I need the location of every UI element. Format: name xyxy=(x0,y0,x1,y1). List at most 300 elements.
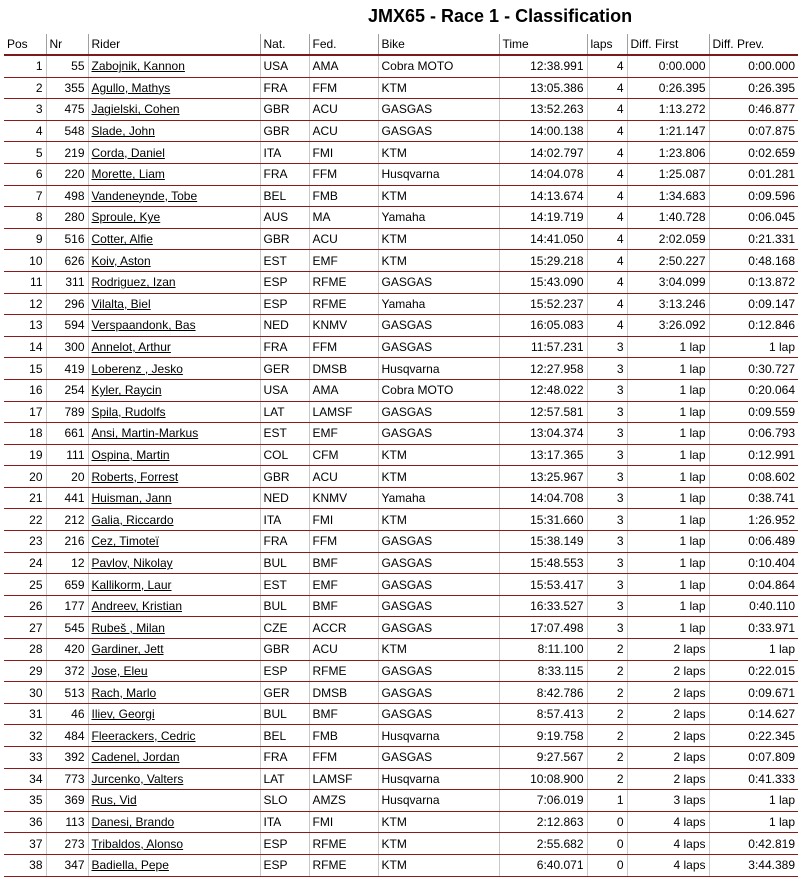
table-row xyxy=(4,379,798,401)
cell-time: 17:07.498 xyxy=(499,617,587,639)
cell-laps: 3 xyxy=(587,509,627,531)
cell-rider[interactable]: Rubeš , Milan xyxy=(88,617,260,639)
cell-pos: 14 xyxy=(4,336,46,358)
cell-diff-first: 2 laps xyxy=(627,747,709,769)
cell-diff-first: 1 lap xyxy=(627,401,709,423)
cell-rider[interactable]: Gardiner, Jett xyxy=(88,639,260,661)
cell-diff-prev: 0:01.281 xyxy=(709,163,798,185)
cell-bike: KTM xyxy=(378,509,499,531)
cell-nr: 545 xyxy=(46,617,88,639)
cell-fed: FFM xyxy=(309,747,378,769)
cell-nat: BUL xyxy=(260,595,309,617)
cell-time: 2:55.682 xyxy=(499,833,587,855)
cell-diff-first: 2 laps xyxy=(627,725,709,747)
cell-laps: 3 xyxy=(587,595,627,617)
table-row xyxy=(4,120,798,142)
cell-laps: 4 xyxy=(587,207,627,229)
cell-bike: KTM xyxy=(378,466,499,488)
cell-nat: ITA xyxy=(260,509,309,531)
cell-diff-first: 2 laps xyxy=(627,682,709,704)
cell-nat: EST xyxy=(260,423,309,445)
cell-time: 14:00.138 xyxy=(499,120,587,142)
header-bike: Bike xyxy=(378,34,499,55)
cell-pos: 37 xyxy=(4,833,46,855)
header-time: Time xyxy=(499,34,587,55)
cell-nr: 475 xyxy=(46,99,88,121)
cell-rider[interactable]: Slade, John xyxy=(88,120,260,142)
cell-rider[interactable]: Fleerackers, Cedric xyxy=(88,725,260,747)
cell-nat: GBR xyxy=(260,466,309,488)
cell-pos: 9 xyxy=(4,228,46,250)
cell-pos: 1 xyxy=(4,55,46,77)
cell-pos: 35 xyxy=(4,790,46,812)
cell-laps: 2 xyxy=(587,660,627,682)
cell-diff-prev: 0:13.872 xyxy=(709,271,798,293)
cell-nr: 12 xyxy=(46,552,88,574)
header-fed: Fed. xyxy=(309,34,378,55)
header-diff-prev: Diff. Prev. xyxy=(709,34,798,55)
cell-rider[interactable]: Koiv, Aston xyxy=(88,250,260,272)
cell-nat: ITA xyxy=(260,811,309,833)
cell-rider[interactable]: Vandeneynde, Tobe xyxy=(88,185,260,207)
cell-nr: 55 xyxy=(46,55,88,77)
cell-fed: LAMSF xyxy=(309,401,378,423)
cell-pos: 31 xyxy=(4,703,46,725)
cell-diff-first: 1:13.272 xyxy=(627,99,709,121)
cell-nr: 392 xyxy=(46,747,88,769)
cell-nr: 661 xyxy=(46,423,88,445)
cell-nat: COL xyxy=(260,444,309,466)
cell-diff-first: 1 lap xyxy=(627,552,709,574)
cell-time: 11:57.231 xyxy=(499,336,587,358)
cell-diff-prev: 1:26.952 xyxy=(709,509,798,531)
cell-laps: 2 xyxy=(587,639,627,661)
table-row xyxy=(4,401,798,423)
cell-fed: ACU xyxy=(309,120,378,142)
cell-laps: 2 xyxy=(587,725,627,747)
cell-fed: EMF xyxy=(309,250,378,272)
cell-laps: 0 xyxy=(587,833,627,855)
cell-laps: 4 xyxy=(587,77,627,99)
cell-nr: 216 xyxy=(46,531,88,553)
cell-pos: 21 xyxy=(4,487,46,509)
table-row xyxy=(4,768,798,790)
cell-time: 15:38.149 xyxy=(499,531,587,553)
cell-fed: LAMSF xyxy=(309,768,378,790)
cell-pos: 29 xyxy=(4,660,46,682)
header-nat: Nat. xyxy=(260,34,309,55)
cell-laps: 2 xyxy=(587,682,627,704)
cell-nat: GBR xyxy=(260,228,309,250)
cell-diff-first: 1 lap xyxy=(627,466,709,488)
cell-pos: 13 xyxy=(4,315,46,337)
header-nr: Nr xyxy=(46,34,88,55)
cell-fed: KNMV xyxy=(309,315,378,337)
cell-bike: Cobra MOTO xyxy=(378,379,499,401)
cell-rider[interactable]: Huisman, Jann xyxy=(88,487,260,509)
cell-laps: 1 xyxy=(587,790,627,812)
cell-diff-prev: 0:02.659 xyxy=(709,142,798,164)
cell-laps: 3 xyxy=(587,358,627,380)
cell-diff-first: 2:50.227 xyxy=(627,250,709,272)
cell-fed: RFME xyxy=(309,271,378,293)
cell-nr: 548 xyxy=(46,120,88,142)
cell-pos: 6 xyxy=(4,163,46,185)
cell-diff-first: 1:21.147 xyxy=(627,120,709,142)
cell-pos: 36 xyxy=(4,811,46,833)
header-laps: laps xyxy=(587,34,627,55)
cell-rider[interactable]: Vilalta, Biel xyxy=(88,293,260,315)
cell-laps: 4 xyxy=(587,99,627,121)
cell-fed: FMI xyxy=(309,509,378,531)
cell-nr: 773 xyxy=(46,768,88,790)
cell-nr: 516 xyxy=(46,228,88,250)
cell-pos: 34 xyxy=(4,768,46,790)
cell-nat: BEL xyxy=(260,185,309,207)
cell-bike: GASGAS xyxy=(378,423,499,445)
table-row xyxy=(4,682,798,704)
cell-rider[interactable]: Tribaldos, Alonso xyxy=(88,833,260,855)
cell-laps: 4 xyxy=(587,315,627,337)
cell-time: 13:05.386 xyxy=(499,77,587,99)
cell-bike: Husqvarna xyxy=(378,725,499,747)
cell-pos: 38 xyxy=(4,854,46,876)
cell-time: 8:57.413 xyxy=(499,703,587,725)
header-pos: Pos xyxy=(4,34,46,55)
cell-bike: KTM xyxy=(378,185,499,207)
cell-laps: 4 xyxy=(587,185,627,207)
table-row xyxy=(4,854,798,876)
cell-diff-first: 1 lap xyxy=(627,444,709,466)
cell-rider[interactable]: Corda, Daniel xyxy=(88,142,260,164)
cell-diff-first: 3 laps xyxy=(627,790,709,812)
cell-rider[interactable]: Rodriguez, Izan xyxy=(88,271,260,293)
cell-laps: 3 xyxy=(587,401,627,423)
table-row xyxy=(4,747,798,769)
cell-rider[interactable]: Cez, Timoteï xyxy=(88,531,260,553)
cell-pos: 27 xyxy=(4,617,46,639)
cell-diff-prev: 0:26.395 xyxy=(709,77,798,99)
cell-diff-first: 1 lap xyxy=(627,509,709,531)
cell-rider[interactable]: Verspaandonk, Bas xyxy=(88,315,260,337)
cell-nat: GBR xyxy=(260,99,309,121)
cell-fed: DMSB xyxy=(309,682,378,704)
cell-fed: AMA xyxy=(309,379,378,401)
cell-laps: 4 xyxy=(587,142,627,164)
cell-fed: BMF xyxy=(309,595,378,617)
cell-rider[interactable]: Cadenel, Jordan xyxy=(88,747,260,769)
table-row xyxy=(4,271,798,293)
cell-rider[interactable]: Zabojnik, Kannon xyxy=(88,55,260,77)
cell-time: 13:25.967 xyxy=(499,466,587,488)
cell-diff-prev: 0:22.015 xyxy=(709,660,798,682)
cell-laps: 4 xyxy=(587,271,627,293)
cell-diff-prev: 0:09.559 xyxy=(709,401,798,423)
cell-fed: DMSB xyxy=(309,358,378,380)
cell-rider[interactable]: Annelot, Arthur xyxy=(88,336,260,358)
table-row xyxy=(4,99,798,121)
cell-laps: 4 xyxy=(587,293,627,315)
cell-fed: ACU xyxy=(309,466,378,488)
cell-diff-first: 1 lap xyxy=(627,423,709,445)
cell-bike: Yamaha xyxy=(378,207,499,229)
cell-bike: Husqvarna xyxy=(378,768,499,790)
cell-bike: Husqvarna xyxy=(378,358,499,380)
cell-nat: ESP xyxy=(260,293,309,315)
cell-pos: 11 xyxy=(4,271,46,293)
cell-laps: 3 xyxy=(587,552,627,574)
cell-rider[interactable]: Agullo, Mathys xyxy=(88,77,260,99)
cell-fed: BMF xyxy=(309,703,378,725)
cell-nat: BUL xyxy=(260,703,309,725)
cell-rider[interactable]: Ospina, Martin xyxy=(88,444,260,466)
cell-diff-prev: 0:38.741 xyxy=(709,487,798,509)
cell-nat: BEL xyxy=(260,725,309,747)
cell-rider[interactable]: Loberenz , Jesko xyxy=(88,358,260,380)
cell-nat: SLO xyxy=(260,790,309,812)
cell-bike: Yamaha xyxy=(378,293,499,315)
cell-rider[interactable]: Kyler, Raycin xyxy=(88,379,260,401)
cell-diff-first: 1 lap xyxy=(627,379,709,401)
cell-diff-first: 3:04.099 xyxy=(627,271,709,293)
cell-nat: ESP xyxy=(260,660,309,682)
cell-diff-prev: 1 lap xyxy=(709,336,798,358)
cell-nat: NED xyxy=(260,315,309,337)
table-row xyxy=(4,163,798,185)
cell-diff-first: 1 lap xyxy=(627,574,709,596)
cell-nr: 369 xyxy=(46,790,88,812)
table-row xyxy=(4,574,798,596)
cell-rider[interactable]: Jose, Eleu xyxy=(88,660,260,682)
cell-bike: Husqvarna xyxy=(378,163,499,185)
cell-nr: 273 xyxy=(46,833,88,855)
cell-pos: 26 xyxy=(4,595,46,617)
cell-time: 15:31.660 xyxy=(499,509,587,531)
cell-fed: AMA xyxy=(309,55,378,77)
cell-nat: EST xyxy=(260,574,309,596)
table-row xyxy=(4,617,798,639)
cell-nr: 111 xyxy=(46,444,88,466)
results-body xyxy=(4,55,798,876)
cell-time: 14:04.078 xyxy=(499,163,587,185)
cell-diff-prev: 0:09.596 xyxy=(709,185,798,207)
table-row xyxy=(4,487,798,509)
cell-time: 12:57.581 xyxy=(499,401,587,423)
cell-bike: KTM xyxy=(378,250,499,272)
cell-rider[interactable]: Rus, Vid xyxy=(88,790,260,812)
cell-rider[interactable]: Morette, Liam xyxy=(88,163,260,185)
cell-nat: GER xyxy=(260,358,309,380)
cell-fed: ACU xyxy=(309,99,378,121)
cell-time: 15:48.553 xyxy=(499,552,587,574)
cell-diff-prev: 0:30.727 xyxy=(709,358,798,380)
header-row xyxy=(4,34,798,55)
cell-nat: FRA xyxy=(260,531,309,553)
cell-fed: RFME xyxy=(309,660,378,682)
cell-diff-first: 1 lap xyxy=(627,595,709,617)
cell-rider[interactable]: Sproule, Kye xyxy=(88,207,260,229)
table-row xyxy=(4,444,798,466)
table-row xyxy=(4,552,798,574)
cell-laps: 3 xyxy=(587,379,627,401)
cell-diff-prev: 0:22.345 xyxy=(709,725,798,747)
cell-bike: KTM xyxy=(378,639,499,661)
cell-time: 13:17.365 xyxy=(499,444,587,466)
cell-rider[interactable]: Ansi, Martin-Markus xyxy=(88,423,260,445)
cell-time: 15:52.237 xyxy=(499,293,587,315)
table-row xyxy=(4,790,798,812)
cell-diff-prev: 0:06.793 xyxy=(709,423,798,445)
page-title: JMX65 - Race 1 - Classification xyxy=(368,6,633,26)
cell-rider[interactable]: Jurcenko, Valters xyxy=(88,768,260,790)
cell-fed: ACCR xyxy=(309,617,378,639)
cell-rider[interactable]: Andreev, Kristian xyxy=(88,595,260,617)
cell-time: 14:13.674 xyxy=(499,185,587,207)
cell-fed: RFME xyxy=(309,854,378,876)
cell-rider[interactable]: Rach, Marlo xyxy=(88,682,260,704)
cell-diff-prev: 0:12.991 xyxy=(709,444,798,466)
cell-diff-prev: 0:12.846 xyxy=(709,315,798,337)
cell-time: 13:52.263 xyxy=(499,99,587,121)
cell-diff-first: 1:40.728 xyxy=(627,207,709,229)
cell-nr: 372 xyxy=(46,660,88,682)
cell-diff-prev: 0:33.971 xyxy=(709,617,798,639)
cell-diff-first: 1:25.087 xyxy=(627,163,709,185)
cell-rider[interactable]: Cotter, Alfie xyxy=(88,228,260,250)
cell-diff-prev: 0:08.602 xyxy=(709,466,798,488)
cell-time: 16:05.083 xyxy=(499,315,587,337)
cell-nat: GER xyxy=(260,682,309,704)
cell-laps: 3 xyxy=(587,423,627,445)
cell-nat: ESP xyxy=(260,833,309,855)
cell-laps: 4 xyxy=(587,228,627,250)
cell-diff-first: 1 lap xyxy=(627,531,709,553)
cell-diff-first: 1 lap xyxy=(627,617,709,639)
cell-rider[interactable]: Pavlov, Nikolay xyxy=(88,552,260,574)
cell-nat: BUL xyxy=(260,552,309,574)
table-row xyxy=(4,55,798,77)
cell-laps: 3 xyxy=(587,444,627,466)
table-row xyxy=(4,228,798,250)
cell-laps: 3 xyxy=(587,617,627,639)
cell-bike: GASGAS xyxy=(378,120,499,142)
cell-rider[interactable]: Iliev, Georgi xyxy=(88,703,260,725)
cell-diff-first: 1 lap xyxy=(627,336,709,358)
header-diff-first: Diff. First xyxy=(627,34,709,55)
cell-bike: GASGAS xyxy=(378,660,499,682)
cell-nr: 20 xyxy=(46,466,88,488)
cell-diff-first: 2 laps xyxy=(627,660,709,682)
cell-nr: 177 xyxy=(46,595,88,617)
cell-time: 10:08.900 xyxy=(499,768,587,790)
cell-rider[interactable]: Jagielski, Cohen xyxy=(88,99,260,121)
cell-pos: 16 xyxy=(4,379,46,401)
cell-fed: FFM xyxy=(309,531,378,553)
cell-bike: KTM xyxy=(378,228,499,250)
cell-time: 14:04.708 xyxy=(499,487,587,509)
cell-fed: FMB xyxy=(309,725,378,747)
cell-pos: 28 xyxy=(4,639,46,661)
cell-pos: 12 xyxy=(4,293,46,315)
cell-time: 13:04.374 xyxy=(499,423,587,445)
cell-fed: FFM xyxy=(309,163,378,185)
cell-nat: USA xyxy=(260,379,309,401)
cell-bike: GASGAS xyxy=(378,552,499,574)
cell-fed: ACU xyxy=(309,639,378,661)
table-row xyxy=(4,185,798,207)
cell-rider[interactable]: Kallikorm, Laur xyxy=(88,574,260,596)
cell-time: 16:33.527 xyxy=(499,595,587,617)
cell-bike: KTM xyxy=(378,77,499,99)
table-row xyxy=(4,725,798,747)
cell-fed: RFME xyxy=(309,293,378,315)
cell-laps: 3 xyxy=(587,574,627,596)
cell-diff-prev: 1 lap xyxy=(709,811,798,833)
cell-bike: GASGAS xyxy=(378,271,499,293)
cell-nr: 46 xyxy=(46,703,88,725)
cell-time: 8:42.786 xyxy=(499,682,587,704)
cell-bike: GASGAS xyxy=(378,531,499,553)
cell-nr: 355 xyxy=(46,77,88,99)
cell-rider[interactable]: Roberts, Forrest xyxy=(88,466,260,488)
cell-nr: 219 xyxy=(46,142,88,164)
cell-nat: EST xyxy=(260,250,309,272)
cell-diff-prev: 0:48.168 xyxy=(709,250,798,272)
cell-diff-first: 1 lap xyxy=(627,487,709,509)
cell-rider[interactable]: Badiella, Pepe xyxy=(88,854,260,876)
cell-fed: BMF xyxy=(309,552,378,574)
cell-laps: 3 xyxy=(587,466,627,488)
cell-bike: KTM xyxy=(378,444,499,466)
cell-pos: 18 xyxy=(4,423,46,445)
cell-time: 12:48.022 xyxy=(499,379,587,401)
cell-pos: 4 xyxy=(4,120,46,142)
cell-nr: 594 xyxy=(46,315,88,337)
cell-diff-prev: 0:07.809 xyxy=(709,747,798,769)
table-row xyxy=(4,207,798,229)
cell-rider[interactable]: Galia, Riccardo xyxy=(88,509,260,531)
cell-bike: Husqvarna xyxy=(378,790,499,812)
cell-laps: 2 xyxy=(587,747,627,769)
cell-diff-first: 4 laps xyxy=(627,833,709,855)
cell-time: 7:06.019 xyxy=(499,790,587,812)
cell-fed: FFM xyxy=(309,336,378,358)
cell-pos: 8 xyxy=(4,207,46,229)
cell-diff-prev: 0:10.404 xyxy=(709,552,798,574)
cell-diff-first: 3:26.092 xyxy=(627,315,709,337)
cell-fed: FMB xyxy=(309,185,378,207)
cell-pos: 22 xyxy=(4,509,46,531)
cell-fed: MA xyxy=(309,207,378,229)
table-row xyxy=(4,595,798,617)
table-row xyxy=(4,142,798,164)
cell-laps: 4 xyxy=(587,55,627,77)
cell-nat: FRA xyxy=(260,77,309,99)
cell-bike: GASGAS xyxy=(378,617,499,639)
cell-pos: 2 xyxy=(4,77,46,99)
cell-nat: LAT xyxy=(260,768,309,790)
cell-bike: Yamaha xyxy=(378,487,499,509)
cell-rider[interactable]: Danesi, Brando xyxy=(88,811,260,833)
cell-diff-prev: 1 lap xyxy=(709,639,798,661)
cell-diff-first: 2 laps xyxy=(627,703,709,725)
cell-bike: GASGAS xyxy=(378,747,499,769)
cell-time: 14:19.719 xyxy=(499,207,587,229)
table-row xyxy=(4,250,798,272)
cell-rider[interactable]: Spila, Rudolfs xyxy=(88,401,260,423)
cell-bike: KTM xyxy=(378,142,499,164)
table-row xyxy=(4,315,798,337)
